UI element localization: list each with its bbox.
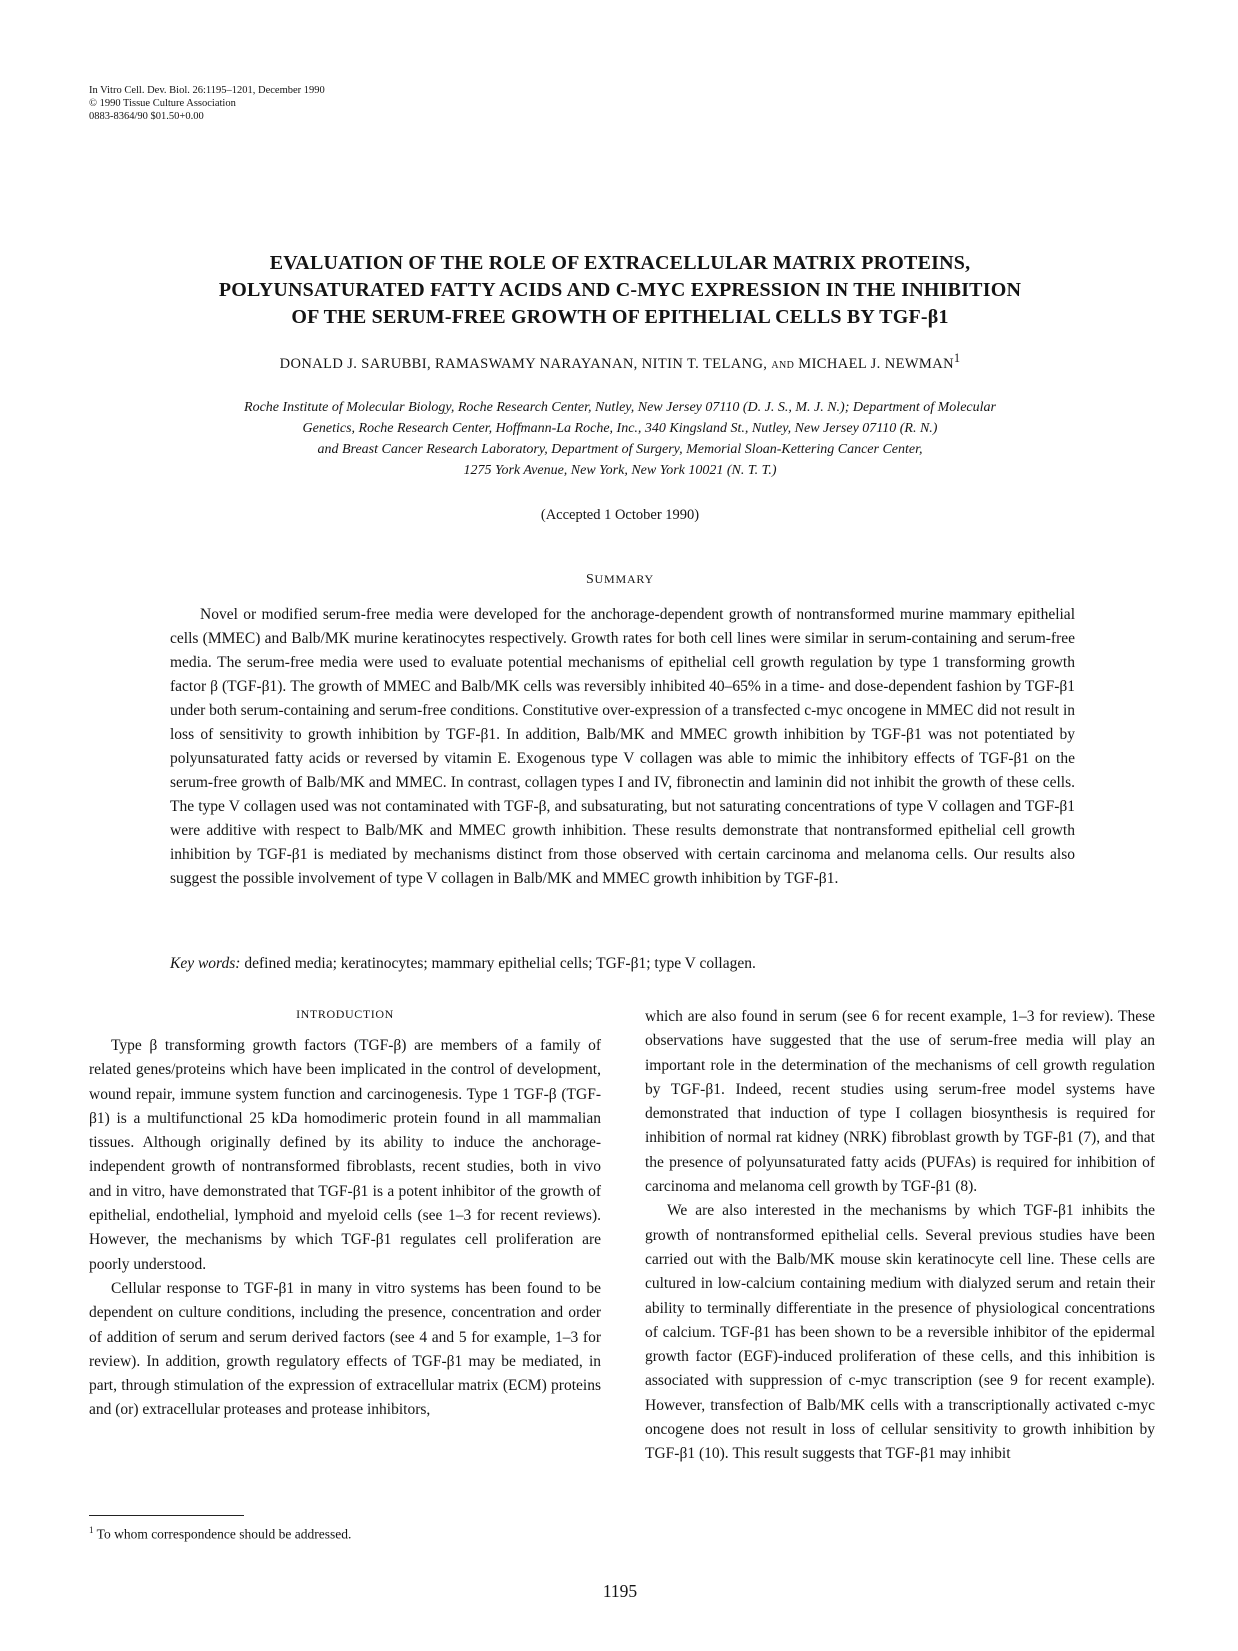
- footnote: [89, 1525, 351, 1543]
- journal-header: [89, 84, 325, 123]
- header-copyright: © 1990 Tissue Culture Association: [89, 98, 236, 109]
- intro-paragraph-2: Cellular response to TGF-β1 in many in vitro systems has been found to be dependent on culture conditions, including the presence, concentration and order of addition of serum and serum derived factors (see 4 and 5 for example, 1–3 for review). In addition, growth regulatory effects of TGF-β1 may be mediated, in part, through stimulation of the expression of extracellular matrix (ECM) proteins and (or) extracellular proteases and protease inhibitors,: [89, 1279, 601, 1419]
- intro-paragraph-1: Type β transforming growth factors (TGF-β) are members of a family of related genes/proteins which have been implicated in the control of development, wound repair, immune system function and carcinogenesis. Type 1 TGF-β (TGF-β1) is a multifunctional 25 kDa homodimeric protein found in all mammalian tissues. Although originally defined by its ability to induce the anchorage-independent growth of nontransformed fibroblasts, recent studies, both in vivo and in vitro, have demonstrated that TGF-β1 is a potent inhibitor of the growth of epithelial, endothelial, lymphoid and myeloid cells (see 1–3 for recent reviews). However, the mechanisms by which TGF-β1 regulates cell proliferation are poorly understood.: [89, 1037, 601, 1273]
- accepted-date: (Accepted 1 October 1990): [540, 507, 700, 523]
- keywords-text: defined media; keratinocytes; mammary epithelial cells; TGF-β1; type V collagen.: [244, 955, 756, 972]
- intro-paragraph-3: which are also found in serum (see 6 for recent example, 1–3 for review). These observations have suggested that the use of serum-free media will play an important role in the determination of the mechanisms of cell growth regulation by TGF-β1. Indeed, recent studies using serum-free model systems have demonstrated that induction of type I collagen biosynthesis is required for inhibition of normal rat kidney (NRK) fibroblast growth by TGF-β1 (7), and that the presence of polyunsaturated fatty acids (PUFAs) is required for inhibition of carcinoma and melanoma cell growth by TGF-β1 (8).: [645, 1008, 1155, 1196]
- introduction-heading: INTRODUCTION: [296, 1007, 394, 1021]
- title-line-1: EVALUATION OF THE ROLE OF EXTRACELLULAR MATRIX PROTEINS,: [269, 252, 971, 274]
- affiliations: [150, 397, 1090, 481]
- title-line-2: POLYUNSATURATED FATTY ACIDS AND C-MYC EXPRESSION IN THE INHIBITION: [218, 279, 1022, 301]
- summary-text: Novel or modified serum-free media were developed for the anchorage-dependent growth of nontransformed murine mammary epithelial cells (MMEC) and Balb/MK murine keratinocytes respectively. Growth rates for both cell lines were similar in serum-containing and serum-free media. The serum-free media were used to evaluate potential mechanisms of epithelial cell growth regulation by type 1 transforming growth factor β (TGF-β1). The growth of MMEC and Balb/MK cells was reversibly inhibited 40–65% in a time- and dose-dependent fashion by TGF-β1 under both serum-containing and serum-free conditions. Constitutive over-expression of a transfected c-myc oncogene in MMEC did not result in loss of sensitivity to growth inhibition by TGF-β1. In addition, Balb/MK and MMEC growth inhibition by TGF-β1 was not potentiated by polyunsaturated fatty acids or reversed by vitamin E. Exogenous type V collagen was able to mimic the inhibitory effects of TGF-β1 on the serum-free growth of Balb/MK and MMEC. In contrast, collagen types I and IV, fibronectin and laminin did not inhibit the growth of these cells. The type V collagen used was not contaminated with TGF-β, and subsaturating, but not saturating concentrations of type V collagen and TGF-β1 were additive with respect to Balb/MK and MMEC growth inhibition. These results demonstrate that nontransformed epithelial cell growth inhibition by TGF-β1 is mediated by mechanisms distinct from those observed with certain carcinoma and melanoma cells. Our results also suggest the possible involvement of type V collagen in Balb/MK and MMEC growth inhibition by TGF-β1.: [170, 606, 1075, 887]
- page-number: 1195: [602, 1581, 638, 1601]
- left-column: [89, 1034, 601, 1423]
- affiliation-line-2: Genetics, Roche Research Center, Hoffmann-La Roche, Inc., 340 Kingsland St., Nutley, New Jersey 07110 (R. N.): [302, 421, 938, 436]
- summary-heading: SUMMARY: [585, 572, 655, 587]
- footnote-mark: 1: [89, 1525, 94, 1535]
- author-last: MICHAEL J. NEWMAN: [798, 355, 954, 372]
- affiliation-line-3: and Breast Cancer Research Laboratory, Department of Surgery, Memorial Sloan-Kettering Cancer Center,: [317, 442, 923, 457]
- title-line-3: OF THE SERUM-FREE GROWTH OF EPITHELIAL CELLS BY TGF-β1: [291, 306, 949, 328]
- paper-title: [140, 250, 1100, 331]
- right-column: [645, 1005, 1155, 1467]
- header-issn: 0883-8364/90 $01.50+0.00: [89, 111, 204, 122]
- footnote-rule: [89, 1515, 244, 1516]
- affiliation-line-1: Roche Institute of Molecular Biology, Roche Research Center, Nutley, New Jersey 07110 (D. J. S., M. J. N.); Department of Molecular: [244, 400, 996, 415]
- footnote-text: To whom correspondence should be addressed.: [96, 1526, 352, 1542]
- author-list: [140, 351, 1100, 373]
- header-citation: In Vitro Cell. Dev. Biol. 26:1195–1201, December 1990: [89, 85, 325, 96]
- author-footnote-mark: 1: [953, 351, 961, 365]
- intro-paragraph-4: We are also interested in the mechanisms by which TGF-β1 inhibits the growth of nontransformed epithelial cells. Several previous studies have been carried out with the Balb/MK mouse skin keratinocyte cell line. These cells are cultured in low-calcium containing medium with dialyzed serum and retain their ability to terminally differentiate in the presence of physiological concentrations of calcium. TGF-β1 has been shown to be a reversible inhibitor of the epidermal growth factor (EGF)-induced proliferation of these cells, and this inhibition is associated with suppression of c-myc transcription (see 9 for recent example). However, transfection of Balb/MK cells with a transcriptionally activated c-myc oncogene does not result in loss of cellular sensitivity to growth inhibition by TGF-β1 (10). This result suggests that TGF-β1 may inhibit: [645, 1202, 1155, 1463]
- keywords-label: Key words:: [170, 955, 241, 972]
- keywords: [170, 952, 1075, 976]
- affiliation-line-4: 1275 York Avenue, New York, New York 10021 (N. T. T.): [463, 463, 777, 478]
- author-names: DONALD J. SARUBBI, RAMASWAMY NARAYANAN, NITIN T. TELANG,: [279, 355, 768, 372]
- author-conjunction: AND: [771, 359, 795, 371]
